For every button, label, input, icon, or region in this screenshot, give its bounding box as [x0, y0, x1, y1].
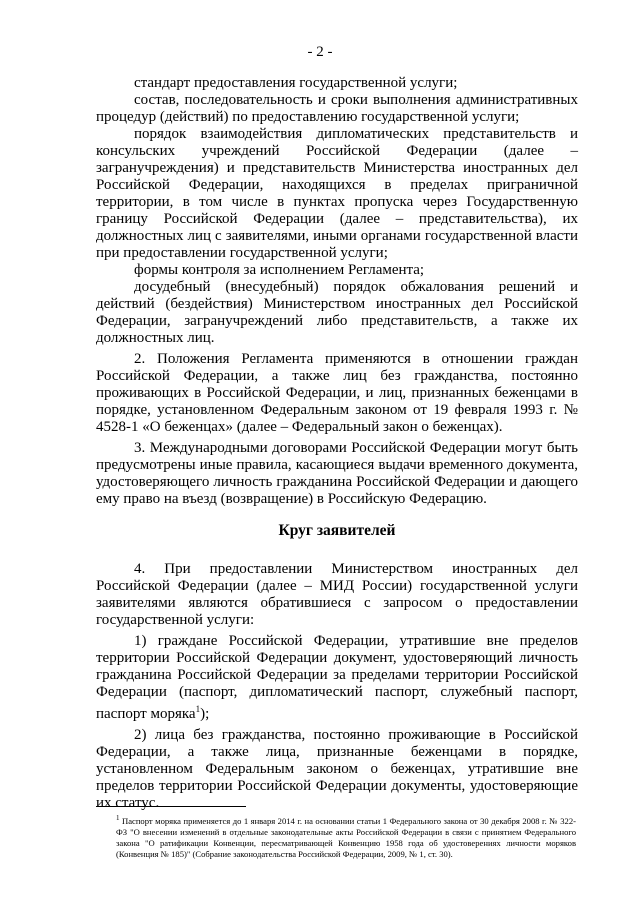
- footnote-separator: [96, 806, 246, 807]
- paragraph-2: 2. Положения Регламента применяются в отношении граждан Российской Федерации, а также лиц без гражданства, постоянно проживающих в Российской Федерации, и лиц, признанных беженцами в порядке, установленном Федеральным законом от 19 февраля 1993 г. № 4528-1 «О беженцах» (далее – Федеральный закон о беженцах).: [96, 351, 578, 435]
- applicant-item-1-end: );: [200, 706, 210, 722]
- applicant-item-1: [96, 633, 578, 723]
- footnote-reference[interactable]: 1: [195, 704, 201, 714]
- paragraph-3: 3. Международными договорами Российской Федерации могут быть предусмотрены иные правила, касающиеся выдачи временного документа, удостоверяющего личность гражданина Российской Федерации и дающего ему право на въезд (возвращение) в Российскую Федерацию.: [96, 440, 578, 507]
- footnote-mark: 1: [116, 814, 120, 822]
- applicant-item-1-text: 1) граждане Российской Федерации, утратившие вне пределов территории Российской Федерации документ, удостоверяющий личность гражданина Российской Федерации за пределами территории Российской Федерации (паспорт, дипломатический паспорт, служебный паспорт, паспорт моряка: [96, 633, 578, 722]
- section-heading: Круг заявителей: [278, 522, 396, 539]
- list-item: досудебный (внесудебный) порядок обжалования решений и действий (бездействия) Министерством иностранных дел Российской Федерации, загранучреждений либо представительств, а также их должностных лиц.: [96, 279, 578, 346]
- page-number: - 2 -: [307, 44, 333, 60]
- list-item: порядок взаимодействия дипломатических представительств и консульских учреждений Российской Федерации (далее – загранучреждения) и представительств Министерства иностранных дел Российской Федерации, находящихся в пределах приграничной территории, в том числе в пунктах пропуска через Государственную границу Российской Федерации (далее – представительства), их должностных лиц с заявителями, иными органами государственной власти при предоставлении государственной услуги;: [96, 126, 578, 261]
- footnote-text: Паспорт моряка применяется до 1 января 2014 г. на основании статьи 1 Федерального закона от 30 декабря 2008 г. № 322-ФЗ "О внесении изменений в отдельные законодательные акты Российской Федерации в связи с принятием Федерального закона "О ратификации Конвенции, пересматривающей Конвенцию 1958 года об удостоверениях личности моряков (Конвенция № 185)" (Собрание законодательства Российской Федерации, 2009, № 1, ст. 30).: [116, 815, 576, 859]
- footnote: [116, 813, 576, 860]
- document-body: [96, 75, 578, 812]
- list-item: стандарт предоставления государственной услуги;: [134, 75, 458, 91]
- list-item: состав, последовательность и сроки выполнения административных процедур (действий) по предоставлению государственной услуги;: [96, 92, 578, 125]
- paragraph-4: 4. При предоставлении Министерством иностранных дел Российской Федерации (далее – МИД России) государственной услуги заявителями являются обратившиеся с запросом о предоставлении государственной услуги:: [96, 561, 578, 628]
- applicant-item-2: 2) лица без гражданства, постоянно проживающие в Российской Федерации, а также лица, признанные беженцами в порядке, установленном Федеральным законом о беженцах, утратившие вне пределов территории Российской Федерации документы, удостоверяющие их статус.: [96, 727, 578, 811]
- list-item: формы контроля за исполнением Регламента;: [134, 262, 425, 278]
